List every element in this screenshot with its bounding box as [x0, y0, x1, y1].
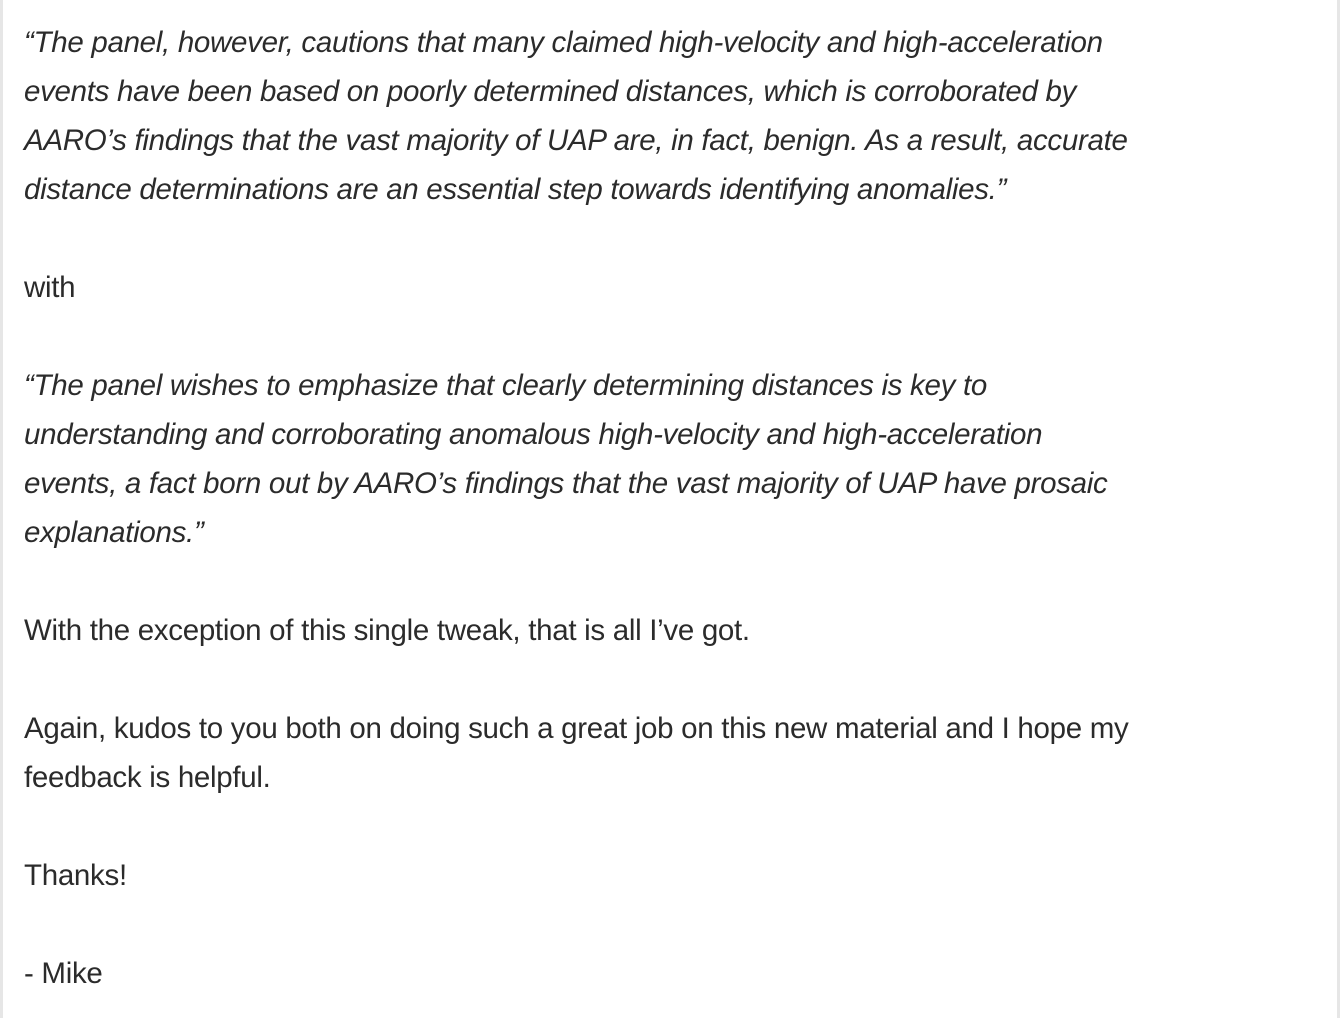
exception-paragraph — [24, 606, 1324, 655]
kudos-line: Again, kudos to you both on doing such a great job on this new material and I hope my — [24, 712, 1129, 745]
signature-paragraph — [24, 949, 1324, 998]
thanks-text: Thanks! — [24, 859, 127, 892]
original-quote-paragraph — [24, 18, 1324, 214]
revised-quote-line: understanding and corroborating anomalous high-velocity and high-acceleration — [24, 418, 1043, 451]
original-quote-line: events have been based on poorly determined distances, which is corroborated by — [24, 75, 1077, 108]
email-body — [24, 18, 1324, 998]
revised-quote-line: explanations.” — [24, 516, 204, 549]
connector-paragraph — [24, 263, 1324, 312]
original-quote-line: distance determinations are an essential step towards identifying anomalies.” — [24, 173, 1007, 206]
revised-quote-paragraph — [24, 361, 1324, 557]
kudos-paragraph — [24, 704, 1324, 802]
original-quote-line: AARO’s findings that the vast majority of UAP are, in fact, benign. As a result, accurate — [24, 124, 1128, 157]
kudos-line: feedback is helpful. — [24, 761, 271, 794]
connector-text: with — [24, 271, 76, 304]
thanks-paragraph — [24, 851, 1324, 900]
revised-quote-line: events, a fact born out by AARO’s findings that the vast majority of UAP have prosaic — [24, 467, 1108, 500]
original-quote-line: “The panel, however, cautions that many claimed high-velocity and high-acceleration — [24, 26, 1103, 59]
signature-text: - Mike — [24, 957, 103, 990]
exception-text: With the exception of this single tweak, that is all I’ve got. — [24, 614, 750, 647]
revised-quote-line: “The panel wishes to emphasize that clearly determining distances is key to — [24, 369, 987, 402]
